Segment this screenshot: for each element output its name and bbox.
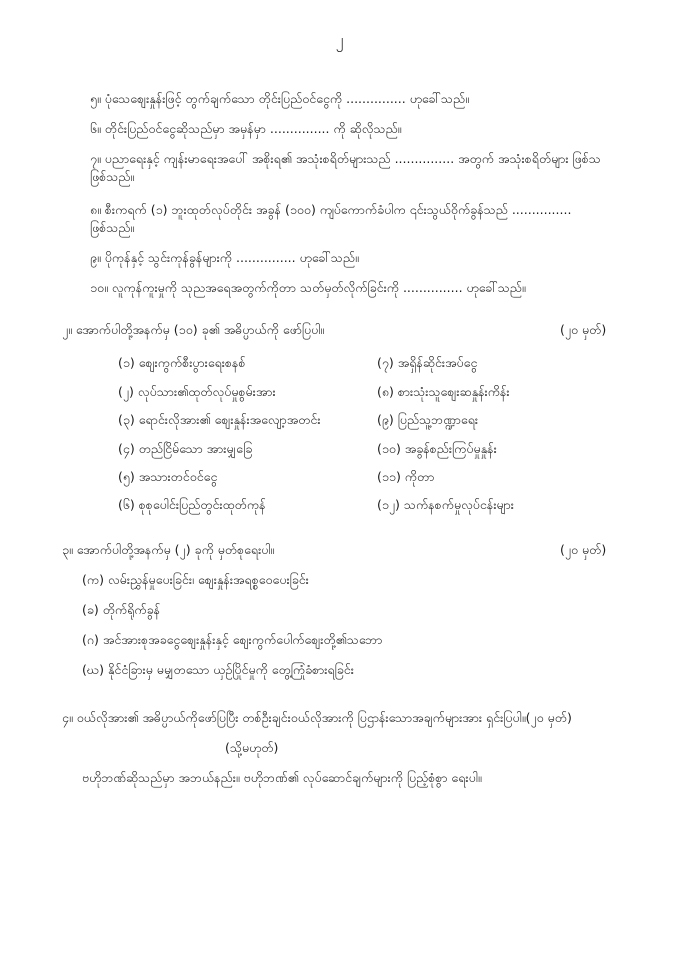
question-item-5: ၅။ ပုံသေစျေးနှုန်းဖြင့် တွက်ချက်သော တိုင်းပြည်ဝင်ငွေကို ............... ဟုခေါ်သည်။ <box>90 91 469 106</box>
definition-item: (၁၁) ကိုတာ <box>377 469 435 484</box>
question-item-9: ၉။ ပိုကုန်နှင့် သွင်းကုန်ခွန်များကို ............... ဟုခေါ်သည်။ <box>90 250 359 265</box>
question-item-10: ၁၀။ လူကုန်ကူးမှုကို သုညအရေအတွက်ကိုတာ သတ်မှတ်လိုက်ခြင်းကို ............... ဟုခေါ်သည်။ <box>90 280 526 295</box>
definition-item: (၈) စားသုံးသူစျေးဆနှုန်းကိန်း <box>377 384 510 399</box>
question-item-7-continuation: ဖြစ်သည်။ <box>90 169 135 184</box>
note-item: (ဃ) နိုင်ငံခြားမှ မမျှတသော ယှဉ်ပြိုင်မှုကို တွေ့ကြုံခံစားရခြင်း <box>82 662 354 677</box>
question-item-7: ၇။ ပညာရေးနှင့် ကျန်းမာရေးအပေါ် အစိုးရ၏ အသုံးစရိတ်များသည် ............... အတွက် အသုံးစရိတ်များ ဖြစ်သ <box>90 151 601 166</box>
definition-item: (၉) ပြည်သူ့ဘဏ္ဍာရေး <box>377 412 479 427</box>
or-label: (သို့မဟုတ်) <box>225 740 279 755</box>
question-item-6: ၆။ တိုင်းပြည်ဝင်ငွေဆိုသည်မှာ အမှန်မှာ ............... ကို ဆိုလိုသည်။ <box>90 121 402 136</box>
note-item: (ဂ) အင်အားစုအခငွေစျေးနှုန်းနှင့် စျေးကွက်ပေါက်စျေးတို့၏သဘော <box>82 632 383 647</box>
page-number: ၂ <box>335 30 344 49</box>
definition-item: (၃) ရောင်းလိုအား၏ စျေးနှုန်းအလျော့အတင်း <box>118 412 321 427</box>
question-2-heading: ၂။ အောက်ပါတို့အနက်မှ (၁၀) ခု၏ အဓိပ္ပာယ်ကို ဖော်ပြပါ။ <box>62 322 325 337</box>
question-3-marks: (၂၀ မှတ်) <box>560 542 607 557</box>
definition-item: (၁) စျေးကွက်စီးပွားရေးစနစ် <box>118 355 246 370</box>
question-item-8-continuation: ဖြစ်သည်။ <box>90 220 135 235</box>
definition-item: (၅) အသားတင်ဝင်ငွေ <box>118 469 218 484</box>
note-item: (ခ) တိုက်ရိုက်ခွန် <box>82 602 161 617</box>
definition-item: (၄) တည်ငြိမ်သော အားမျှခြေ <box>118 441 253 456</box>
question-item-8: ၈။ စီးကရက် (၁) ဘူးထုတ်လုပ်တိုင်း အခွန် (၁၀၀) ကျပ်ကောက်ခံပါက ၎င်းသွယ်ဝိုက်ခွန်သည် ............... <box>90 202 572 217</box>
question-4-alternative: ဗဟိုဘဏ်ဆိုသည်မှာ အဘယ်နည်း။ ဗဟိုဘဏ်၏ လုပ်ဆောင်ချက်များကို ပြည့်စုံစွာ ရေးပါ။ <box>82 770 482 785</box>
definition-item: (၁၂) သက်နစက်မှုလုပ်ငန်းများ <box>377 497 514 512</box>
question-2-marks: (၂၀ မှတ်) <box>560 322 607 337</box>
definition-item: (၆) စုစုပေါင်းပြည်တွင်းထုတ်ကုန် <box>118 497 266 512</box>
question-4-heading: ၄။ ဝယ်လိုအား၏ အဓိပ္ပာယ်ကိုဖော်ပြပြီး တစ်ဦးချင်းဝယ်လိုအားကို ပြဌာန်းသောအချက်များအား ရှင်းပြပါ။(၂၀ မှတ်) <box>62 710 572 725</box>
definition-item: (၂) လုပ်သား၏ထုတ်လုပ်မှုစွမ်းအား <box>118 384 276 399</box>
definition-item: (၇) အရှိန်ဆိုင်းအပ်ငွေ <box>377 355 478 370</box>
question-3-heading: ၃။ အောက်ပါတို့အနက်မှ (၂) ခုကို မှတ်စုရေးပါ။ <box>62 542 275 557</box>
definition-item: (၁၀) အခွန်စည်းကြပ်မှုနှုန်း <box>377 441 497 456</box>
note-item: (က) လမ်းညွှန်မှုပေးခြင်း၊ စျေးနှုန်းအရစ္စဝေပေးခြင်း <box>82 572 309 587</box>
